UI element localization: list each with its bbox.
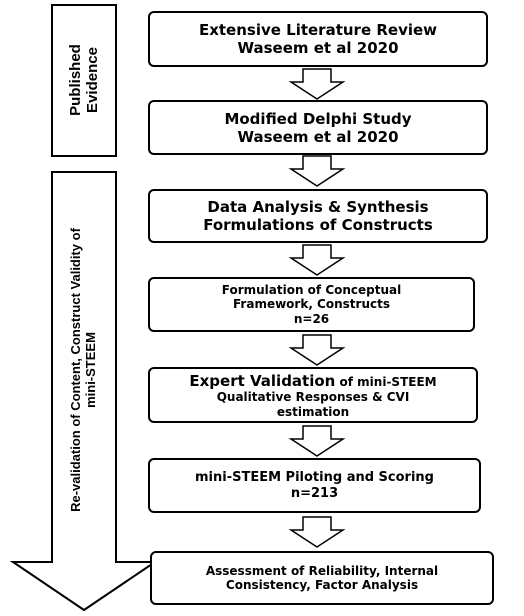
delphi-line1: Modified Delphi Study — [224, 109, 412, 128]
delphi-study-box — [148, 100, 488, 155]
expert-line1 — [189, 371, 436, 390]
framework-line3: n=26 — [293, 311, 330, 326]
revalidation-label-line1: Re-validation of Content, Construct Validity of — [68, 228, 84, 512]
revalidation-label-line2: mini-STEEM — [83, 332, 98, 408]
piloting-scoring-box — [148, 458, 481, 513]
expert-validation-box — [148, 367, 478, 423]
piloting-line2: n=213 — [290, 485, 339, 501]
expert-validation-bold: Expert Validation — [189, 372, 336, 391]
literature-line1: Extensive Literature Review — [198, 21, 438, 39]
literature-review-box — [148, 11, 488, 67]
expert-validation-rest: of mini-STEEM — [335, 375, 437, 390]
literature-line2: Waseem et al 2020 — [237, 39, 399, 57]
framework-line2: Framework, Constructs — [233, 297, 390, 312]
expert-line2: Qualitative Responses & CVI — [216, 390, 410, 405]
delphi-line2: Waseem et al 2020 — [237, 127, 399, 146]
published-evidence-label — [67, 44, 102, 116]
conceptual-framework-box — [148, 277, 475, 332]
down-arrow-2 — [287, 154, 347, 188]
down-arrow-3 — [287, 243, 347, 277]
down-arrow-4 — [287, 333, 347, 367]
published-label-line2: Evidence — [84, 47, 101, 113]
analysis-line1: Data Analysis & Synthesis — [207, 198, 429, 216]
data-analysis-box — [148, 189, 488, 243]
down-arrow-1 — [287, 67, 347, 101]
down-arrow-6 — [287, 515, 347, 549]
revalidation-label — [69, 228, 99, 512]
expert-line3: estimation — [276, 404, 350, 419]
revalidation-big-arrow-head — [9, 558, 159, 614]
analysis-line2: Formulations of Constructs — [203, 216, 433, 234]
down-arrow-5 — [287, 424, 347, 458]
framework-line1: Formulation of Conceptual — [221, 282, 402, 297]
reliability-line2: Consistency, Factor Analysis — [225, 578, 419, 592]
reliability-assessment-box — [150, 551, 494, 605]
piloting-line1: mini-STEEM Piloting and Scoring — [195, 469, 434, 485]
published-label-line1: Published — [66, 44, 84, 116]
reliability-line1: Assessment of Reliability, Internal — [205, 563, 439, 578]
